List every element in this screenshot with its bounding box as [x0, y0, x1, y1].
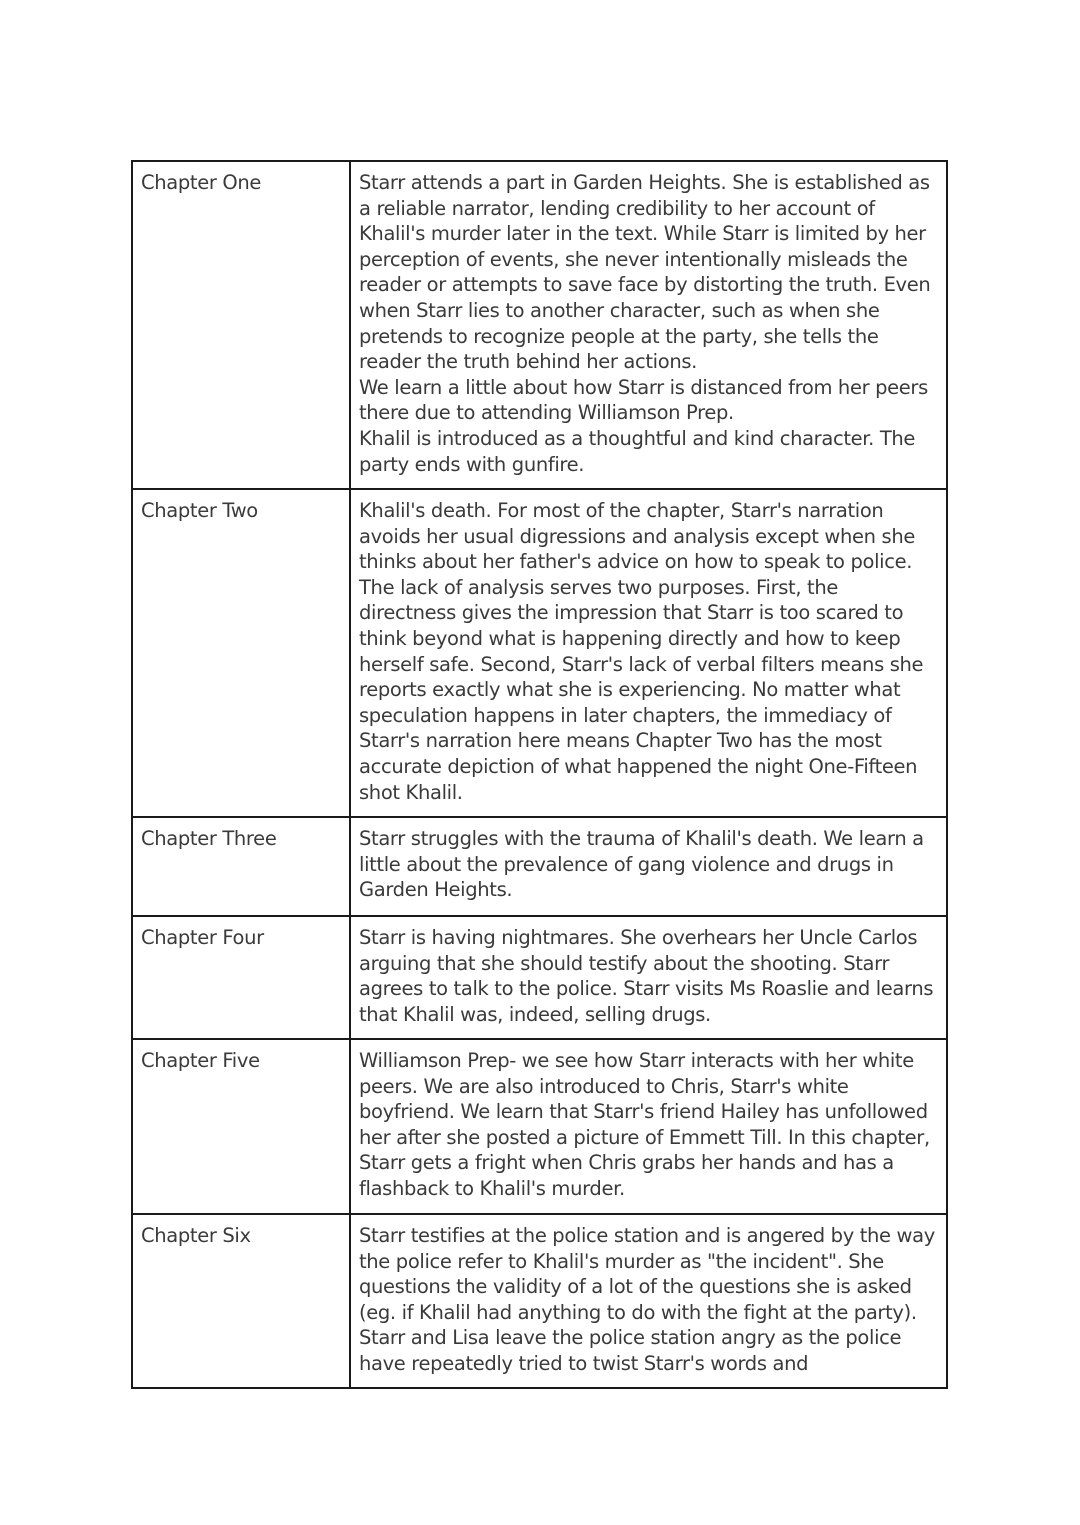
chapter-title: Chapter Two	[132, 489, 350, 817]
chapter-title: Chapter Six	[132, 1214, 350, 1388]
table-row	[132, 161, 947, 489]
chapter-summary-table	[131, 160, 948, 1389]
summary-paragraph: Starr attends a part in Garden Heights. She is established as a reliable narrator, lending credibility to her account of Khalil's murder later in the text. While Starr is limited by her perception of events, she never intentionally misleads the reader or attempts to save face by distorting the truth. Even when Starr lies to another character, such as when she pretends to recognize people at the party, she tells the reader the truth behind her actions.	[359, 171, 931, 374]
summary-paragraph: Khalil's death. For most of the chapter, Starr's narration avoids her usual digressions and analysis except when she thinks about her father's advice on how to speak to police. The lack of analysis serves two purposes. First, the directness gives the impression that Starr is too scared to think beyond what is happening directly and how to keep herself safe. Second, Starr's lack of verbal filters means she reports exactly what she is experiencing. No matter what speculation happens in later chapters, the immediacy of Starr's narration here means Chapter Two has the most accurate depiction of what happened the night One-Fifteen shot Khalil.	[359, 499, 924, 804]
chapter-title: Chapter Four	[132, 916, 350, 1039]
chapter-title: Chapter Three	[132, 817, 350, 916]
chapter-summary	[350, 489, 947, 817]
table-row	[132, 1039, 947, 1214]
chapter-title: Chapter One	[132, 161, 350, 489]
table-row	[132, 817, 947, 916]
chapter-title: Chapter Five	[132, 1039, 350, 1214]
table-row	[132, 1214, 947, 1388]
chapter-summary	[350, 817, 947, 916]
chapter-summary	[350, 1039, 947, 1214]
table-row	[132, 916, 947, 1039]
summary-paragraph: Starr is having nightmares. She overhears her Uncle Carlos arguing that she should testify about the shooting. Starr agrees to talk to the police. Starr visits Ms Roaslie and learns that Khalil was, indeed, selling drugs.	[359, 926, 934, 1026]
summary-paragraph: We learn a little about how Starr is distanced from her peers there due to attending Williamson Prep.	[359, 375, 928, 425]
summary-paragraph: Williamson Prep- we see how Starr interacts with her white peers. We are also introduced to Chris, Starr's white boyfriend. We learn that Starr's friend Hailey has unfollowed her after she posted a picture of Emmett Till. In this chapter, Starr gets a fright when Chris grabs her hands and has a flashback to Khalil's murder.	[359, 1049, 930, 1200]
summary-paragraph: Starr struggles with the trauma of Khalil's death. We learn a little about the prevalence of gang violence and drugs in Garden Heights.	[359, 827, 924, 902]
chapter-summary	[350, 1214, 947, 1388]
chapter-summary	[350, 161, 947, 489]
table-row	[132, 489, 947, 817]
summary-paragraph: Starr testifies at the police station and is angered by the way the police refer to Khalil's murder as "the incident". She questions the validity of a lot of the questions she is asked (eg. if Khalil had anything to do with the fight at the party). Starr and Lisa leave the police station angry as the police have repeatedly tried to twist Starr's words and	[359, 1224, 935, 1375]
chapter-summary	[350, 916, 947, 1039]
summary-paragraph: Khalil is introduced as a thoughtful and kind character. The party ends with gunfire.	[359, 426, 916, 476]
